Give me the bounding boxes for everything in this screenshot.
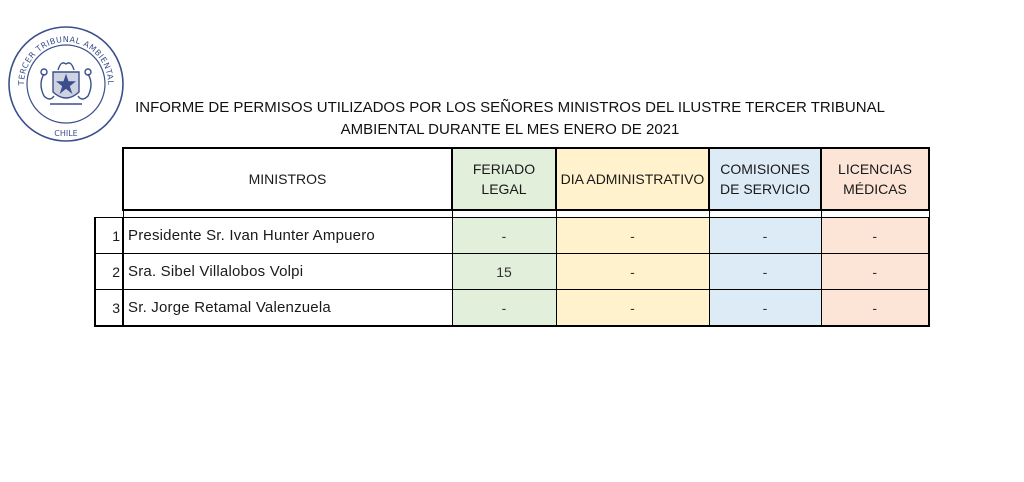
table-row [95,290,929,327]
feriado-value: - [452,290,556,327]
minister-name: Sra. Sibel Villalobos Volpi [123,254,452,290]
minister-name: Presidente Sr. Ivan Hunter Ampuero [123,218,452,254]
header-comisiones-line-1: COMISIONES [720,161,810,177]
tribunal-seal-logo [6,24,126,144]
permissions-table [94,147,930,327]
licencias-value: - [821,254,929,290]
licencias-value: - [821,290,929,327]
comisiones-value: - [709,218,821,254]
header-licencias-line-2: MÉDICAS [843,181,907,197]
dia-value: - [556,218,709,254]
table-row [95,218,929,254]
feriado-value: - [452,218,556,254]
header-feriado-line-1: FERIADO [472,161,536,177]
seal-bottom-text: CHILE [54,129,78,138]
seal-top-text: TERCER TRIBUNAL AMBIENTAL [16,34,116,86]
header-ministros: MINISTROS [123,148,452,210]
feriado-value: 15 [452,254,556,290]
row-number: 3 [95,290,123,327]
report-title [130,97,890,141]
header-spacer [95,148,123,210]
header-feriado-legal [452,148,556,210]
row-number: 2 [95,254,123,290]
comisiones-value: - [709,254,821,290]
header-comisiones-line-2: DE SERVICIO [720,181,810,197]
row-number: 1 [95,218,123,254]
report-title-line-2: AMBIENTAL DURANTE EL MES ENERO DE 2021 [340,121,680,138]
header-licencias-line-1: LICENCIAS [838,161,912,177]
table-row [95,254,929,290]
header-dia-administrativo: DIA ADMINISTRATIVO [556,148,709,210]
report-title-line-1: INFORME DE PERMISOS UTILIZADOS POR LOS SEÑORES MINISTROS DEL ILUSTRE TERCER TRIBUNAL [135,99,885,116]
header-licencias-medicas [821,148,929,210]
minister-name: Sr. Jorge Retamal Valenzuela [123,290,452,327]
comisiones-value: - [709,290,821,327]
header-comisiones-servicio [709,148,821,210]
licencias-value: - [821,218,929,254]
header-feriado-line-2: LEGAL [481,181,527,197]
table-header-row [95,148,929,210]
coat-of-arms-icon [41,63,91,104]
dia-value: - [556,290,709,327]
table-gap-row [95,210,929,218]
dia-value: - [556,254,709,290]
